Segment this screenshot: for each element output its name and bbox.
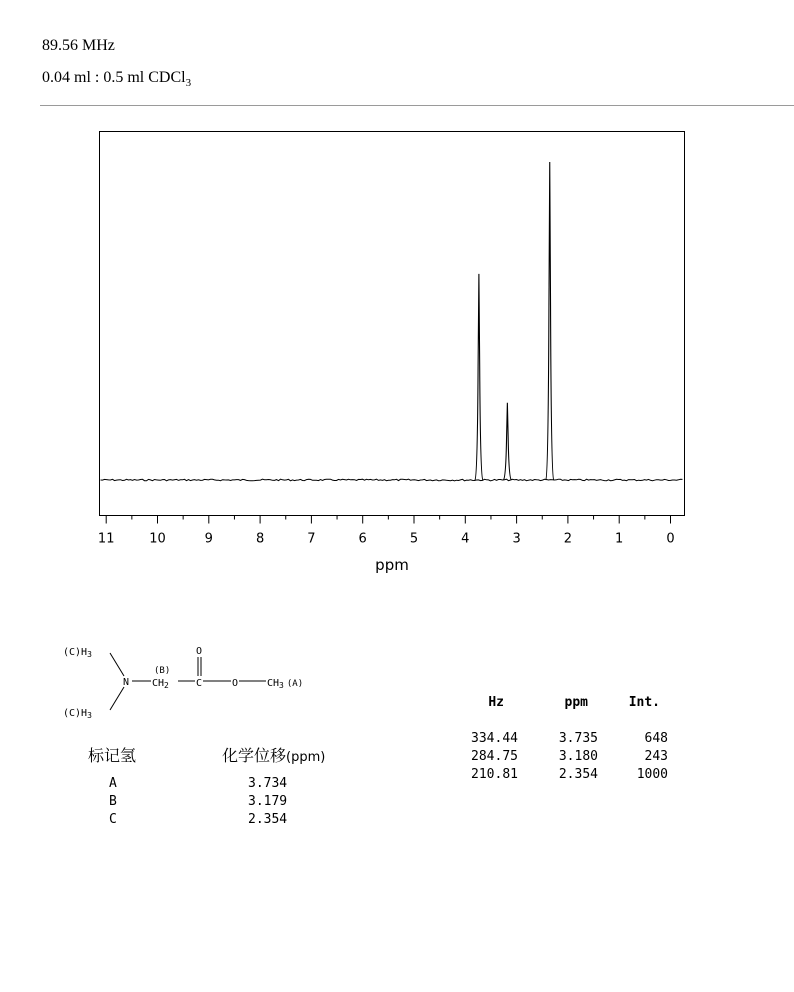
shift-assignment-table <box>100 775 320 829</box>
bond-n-ctop <box>110 653 124 676</box>
tick-label: 11 <box>97 531 115 547</box>
tick-label: 6 <box>358 531 367 547</box>
peak-ppm: 3.735 <box>558 731 598 746</box>
shift-value: 3.734 <box>248 776 288 791</box>
table-row <box>100 811 320 829</box>
spectrometer-frequency: 89.56 MHz <box>42 37 115 54</box>
peak-ppm: 3.180 <box>558 749 598 764</box>
peak-int: 1000 <box>636 767 668 782</box>
x-axis-label: ppm <box>375 556 409 574</box>
peak-list-table <box>450 694 690 782</box>
table-row <box>100 775 320 793</box>
shift-value: 2.354 <box>248 812 288 827</box>
tick-label: 8 <box>255 531 265 547</box>
hydrogen-label: C <box>109 812 117 827</box>
peak-hz: 284.75 <box>471 749 518 764</box>
header-int: Int. <box>628 695 660 710</box>
methyl-c-bottom: $(C)H_3$ <box>63 708 92 720</box>
peak-hz: 210.81 <box>471 767 518 782</box>
spectrum-peak <box>475 274 483 480</box>
peak-table-body <box>450 730 690 784</box>
shift-value: 3.179 <box>248 794 288 809</box>
label-b: (B) <box>154 666 171 676</box>
tick-label: 3 <box>512 531 521 547</box>
spectrum-peak <box>546 162 554 480</box>
methyl-c-top: $(C)H_3$ <box>63 647 92 659</box>
header-hz: Hz <box>488 695 504 710</box>
shift-header-shift-text: 化学位移 <box>222 746 287 765</box>
ester-oxygen: O <box>232 678 239 689</box>
tick-label: 9 <box>204 531 213 547</box>
carbonyl-carbon: C <box>196 678 203 689</box>
header-ppm: ppm <box>564 695 588 710</box>
hydrogen-label: B <box>109 794 117 809</box>
sample-subscript: 3 <box>185 77 192 90</box>
methyl-a: $CH_3$ (A) <box>267 678 304 690</box>
peak-ppm: 2.354 <box>558 767 598 782</box>
shift-header-shift <box>222 743 325 766</box>
molecular-structure <box>60 640 340 730</box>
tick-label: 4 <box>461 531 470 547</box>
plot-frame <box>100 132 685 516</box>
carbonyl-oxygen: O <box>196 646 203 657</box>
tick-label: 7 <box>307 531 316 547</box>
table-row <box>450 766 690 784</box>
nitrogen-atom: N <box>123 677 130 688</box>
tick-label: 10 <box>149 531 166 547</box>
table-row <box>450 730 690 748</box>
hydrogen-label: A <box>109 776 117 791</box>
shift-header-unit: (ppm) <box>286 750 326 765</box>
spectrum-peaks <box>475 162 554 480</box>
spectrum-peak <box>503 403 511 480</box>
tick-label: 0 <box>666 531 675 547</box>
tick-label: 2 <box>563 531 573 547</box>
spectrum-baseline <box>101 479 683 481</box>
methylene-group: $CH_2$ <box>152 678 169 690</box>
tick-label: 1 <box>615 531 624 547</box>
peak-int: 243 <box>644 749 668 764</box>
shift-header-hydrogen: 标记氢 <box>88 746 137 765</box>
peak-hz: 334.44 <box>471 731 518 746</box>
tick-labels <box>98 532 675 547</box>
peak-int: 648 <box>644 731 668 746</box>
tick-label: 5 <box>409 531 419 547</box>
bond-n-cbot <box>110 687 124 710</box>
table-row <box>100 793 320 811</box>
peak-table-header <box>450 694 690 712</box>
table-row <box>450 748 690 766</box>
sample-main-text: 0.04 ml : 0.5 ml CDCl <box>42 69 186 86</box>
